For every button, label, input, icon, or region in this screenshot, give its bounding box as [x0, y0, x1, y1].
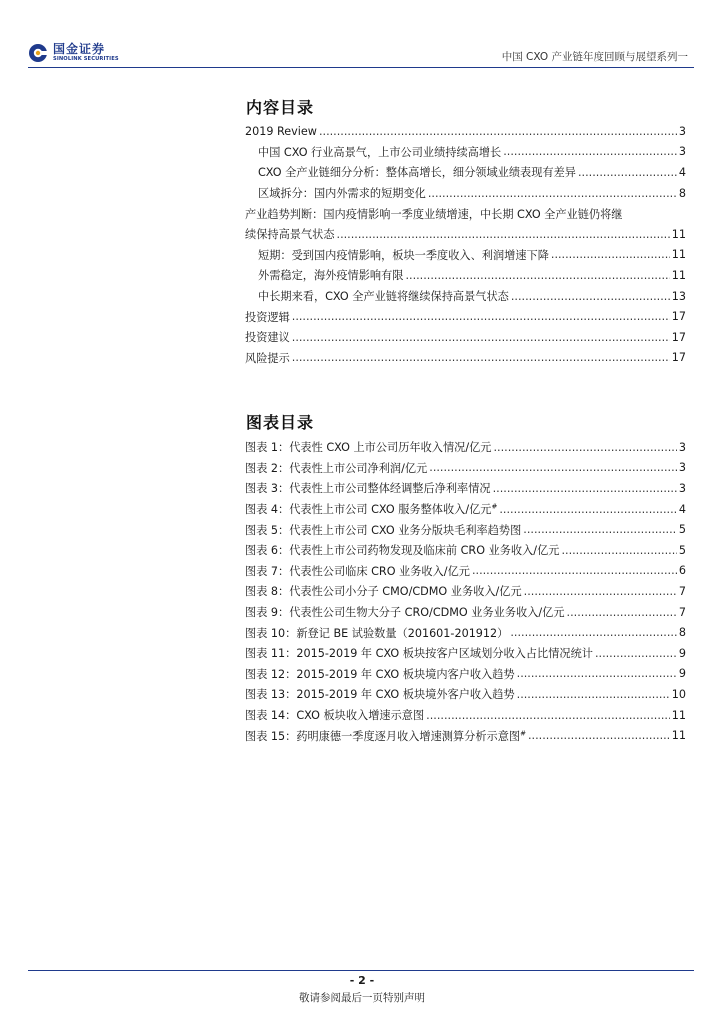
toc-entry-page: 8: [678, 186, 686, 200]
figure-entry-label: 图表 6：代表性上市公司药物发现及临床前 CRO 业务收入/亿元: [245, 544, 560, 558]
toc-entry-label: 中国 CXO 行业高景气，上市公司业绩持续高增长: [245, 144, 503, 160]
leader-dots: [426, 709, 670, 722]
figure-entry[interactable]: [245, 643, 686, 664]
leader-dots: [523, 523, 677, 536]
leader-dots: [517, 667, 677, 680]
figure-entry[interactable]: [245, 602, 686, 623]
toc-entry[interactable]: [245, 327, 686, 348]
leader-dots: [511, 290, 670, 303]
leader-dots: [567, 606, 677, 619]
figure-entry[interactable]: [245, 437, 686, 458]
leader-dots: [561, 544, 676, 557]
figure-entry-label: 图表 9：代表性公司生物大分子 CRO/CDMO 业务业务收入/亿元: [245, 606, 565, 620]
toc-entry[interactable]: [245, 183, 686, 204]
figure-entry-label: 图表 10：新登记 BE 试验数量（201601-201912）: [245, 626, 509, 640]
figures-list: [245, 437, 686, 746]
toc-entry-page: 13: [671, 289, 686, 303]
toc-entry-page: 11: [671, 248, 686, 262]
toc-entry-page: 3: [678, 124, 686, 138]
toc-entry-page: 11: [671, 227, 686, 241]
figure-entry-page: 4: [678, 502, 686, 516]
figure-entry-page: 9: [678, 667, 686, 681]
figure-entry-label: 图表 15：药明康德一季度逐月收入增速测算分析示意图#: [245, 728, 526, 743]
figure-entry-label: 图表 8：代表性公司小分子 CMO/CDMO 业务收入/亿元: [245, 585, 522, 599]
figure-entry-label: 图表 12：2015-2019 年 CXO 板块境内客户收入趋势: [245, 667, 515, 681]
header-divider: [28, 67, 694, 68]
figure-entry[interactable]: [245, 684, 686, 705]
figure-entry-page: 3: [678, 481, 686, 495]
logo-mark-icon: [28, 43, 48, 63]
figure-entry[interactable]: [245, 458, 686, 479]
figure-entry[interactable]: [245, 499, 686, 520]
figure-entry-label: 图表 14：CXO 板块收入增速示意图: [245, 709, 425, 723]
figure-entry[interactable]: [245, 705, 686, 726]
figure-entry-page: 3: [678, 440, 686, 454]
figure-entry-label: 图表 2：代表性上市公司净利润/亿元: [245, 461, 428, 475]
toc-entry-page: 3: [678, 145, 686, 159]
company-logo: [28, 40, 138, 66]
leader-dots: [429, 461, 677, 474]
toc-entry[interactable]: [245, 142, 686, 163]
figure-entry-label: 图表 11：2015-2019 年 CXO 板块按客户区域划分收入占比情况统计: [245, 647, 593, 661]
leader-dots: [528, 729, 670, 742]
figure-entry-page: 7: [678, 605, 686, 619]
footer-disclaimer: 敬请参阅最后一页特别声明: [299, 992, 425, 1004]
toc-entry-label: CXO 全产业链细分分析：整体高增长，细分领域业绩表现有差异: [245, 164, 578, 180]
toc-entry[interactable]: [245, 121, 686, 142]
figure-entry-label: 图表 13：2015-2019 年 CXO 板块境外客户收入趋势: [245, 688, 515, 702]
toc-entry-page: 4: [678, 165, 686, 179]
figure-entry-page: 5: [678, 543, 686, 557]
toc-entry-label: 产业趋势判断：国内疫情影响一季度业绩增速，中长期 CXO 全产业链仍将继: [245, 207, 623, 221]
figure-entry-page: 5: [678, 523, 686, 537]
toc-entry-label: 2019 Review: [245, 124, 317, 138]
toc-entry-page: 17: [671, 310, 686, 324]
leader-dots: [517, 688, 670, 701]
toc-entry-label: 短期：受到国内疫情影响，板块一季度收入、利润增速下降: [245, 247, 551, 263]
leader-dots: [493, 482, 677, 495]
leader-dots: [292, 351, 670, 364]
leader-dots: [499, 503, 677, 516]
report-series-title: 中国 CXO 产业链年度回顾与展望系列一: [501, 51, 688, 63]
figure-entry-page: 9: [678, 646, 686, 660]
figure-entry-label: 图表 4：代表性上市公司 CXO 服务整体收入/亿元#: [245, 502, 498, 517]
leader-dots: [428, 187, 677, 200]
toc-entry-page: 17: [671, 330, 686, 344]
footer-divider: [28, 970, 694, 971]
contents-list: [245, 121, 686, 368]
toc-entry[interactable]: [245, 224, 686, 245]
figure-entry-label: 图表 7：代表性公司临床 CRO 业务收入/亿元: [245, 564, 470, 578]
toc-entry-label: 投资逻辑: [245, 310, 290, 324]
figure-entry[interactable]: [245, 622, 686, 643]
leader-dots: [405, 269, 669, 282]
superscript-mark: #: [520, 728, 526, 737]
toc-entry-label: 中长期来看，CXO 全产业链将继续保持高景气状态: [245, 288, 511, 304]
figure-entry-page: 11: [671, 708, 686, 722]
toc-entry-label: 区域拆分：国内外需求的短期变化: [245, 185, 428, 201]
page-header: [0, 0, 724, 70]
superscript-mark: #: [491, 502, 498, 511]
figure-entry-label: 图表 1：代表性 CXO 上市公司历年收入情况/亿元: [245, 441, 492, 455]
leader-dots: [494, 441, 677, 454]
page-number: - 2 -: [349, 974, 375, 987]
toc-entry-label: 风险提示: [245, 351, 290, 365]
toc-entry[interactable]: [245, 306, 686, 327]
toc-entry[interactable]: [245, 265, 686, 286]
figures-heading: 图表目录: [246, 413, 315, 432]
toc-entry-page: 11: [671, 268, 686, 282]
figure-entry-page: 8: [678, 626, 686, 640]
toc-entry[interactable]: [245, 348, 686, 369]
figure-entry-page: 6: [678, 564, 686, 578]
figure-entry[interactable]: [245, 725, 686, 746]
leader-dots: [595, 647, 677, 660]
figure-entry[interactable]: [245, 581, 686, 602]
figure-entry-page: 10: [671, 687, 686, 701]
figure-entry[interactable]: [245, 664, 686, 685]
leader-dots: [510, 626, 677, 639]
figure-entry[interactable]: [245, 561, 686, 582]
figure-entry[interactable]: [245, 540, 686, 561]
leader-dots: [292, 331, 670, 344]
logo-chinese-text: 国金证券: [53, 42, 106, 57]
leader-dots: [472, 564, 677, 577]
leader-dots: [578, 166, 677, 179]
toc-entry-label: 外需稳定，海外疫情影响有限: [245, 267, 405, 283]
figure-entry-page: 7: [678, 584, 686, 598]
toc-entry[interactable]: [245, 162, 686, 183]
leader-dots: [503, 145, 677, 158]
leader-dots: [551, 248, 670, 261]
leader-dots: [524, 585, 677, 598]
figure-entry-label: 图表 5：代表性上市公司 CXO 业务分版块毛利率趋势图: [245, 523, 522, 537]
figure-entry[interactable]: [245, 478, 686, 499]
figure-entry[interactable]: [245, 519, 686, 540]
toc-entry-page: 17: [671, 351, 686, 365]
toc-entry[interactable]: [245, 286, 686, 307]
toc-entry-label: 投资建议: [245, 331, 290, 345]
toc-entry[interactable]: [245, 245, 686, 266]
leader-dots: [337, 228, 670, 241]
leader-dots: [292, 310, 670, 323]
contents-heading: 内容目录: [246, 98, 315, 117]
logo-english-text: SINOLINK SECURITIES: [53, 56, 119, 63]
figure-entry-label: 图表 3：代表性上市公司整体经调整后净利率情况: [245, 482, 491, 496]
figure-entry-page: 11: [671, 729, 686, 743]
toc-entry-label: 续保持高景气状态: [245, 228, 335, 242]
figure-entry-page: 3: [678, 461, 686, 475]
leader-dots: [319, 125, 677, 138]
toc-entry-first-line[interactable]: [245, 203, 686, 224]
